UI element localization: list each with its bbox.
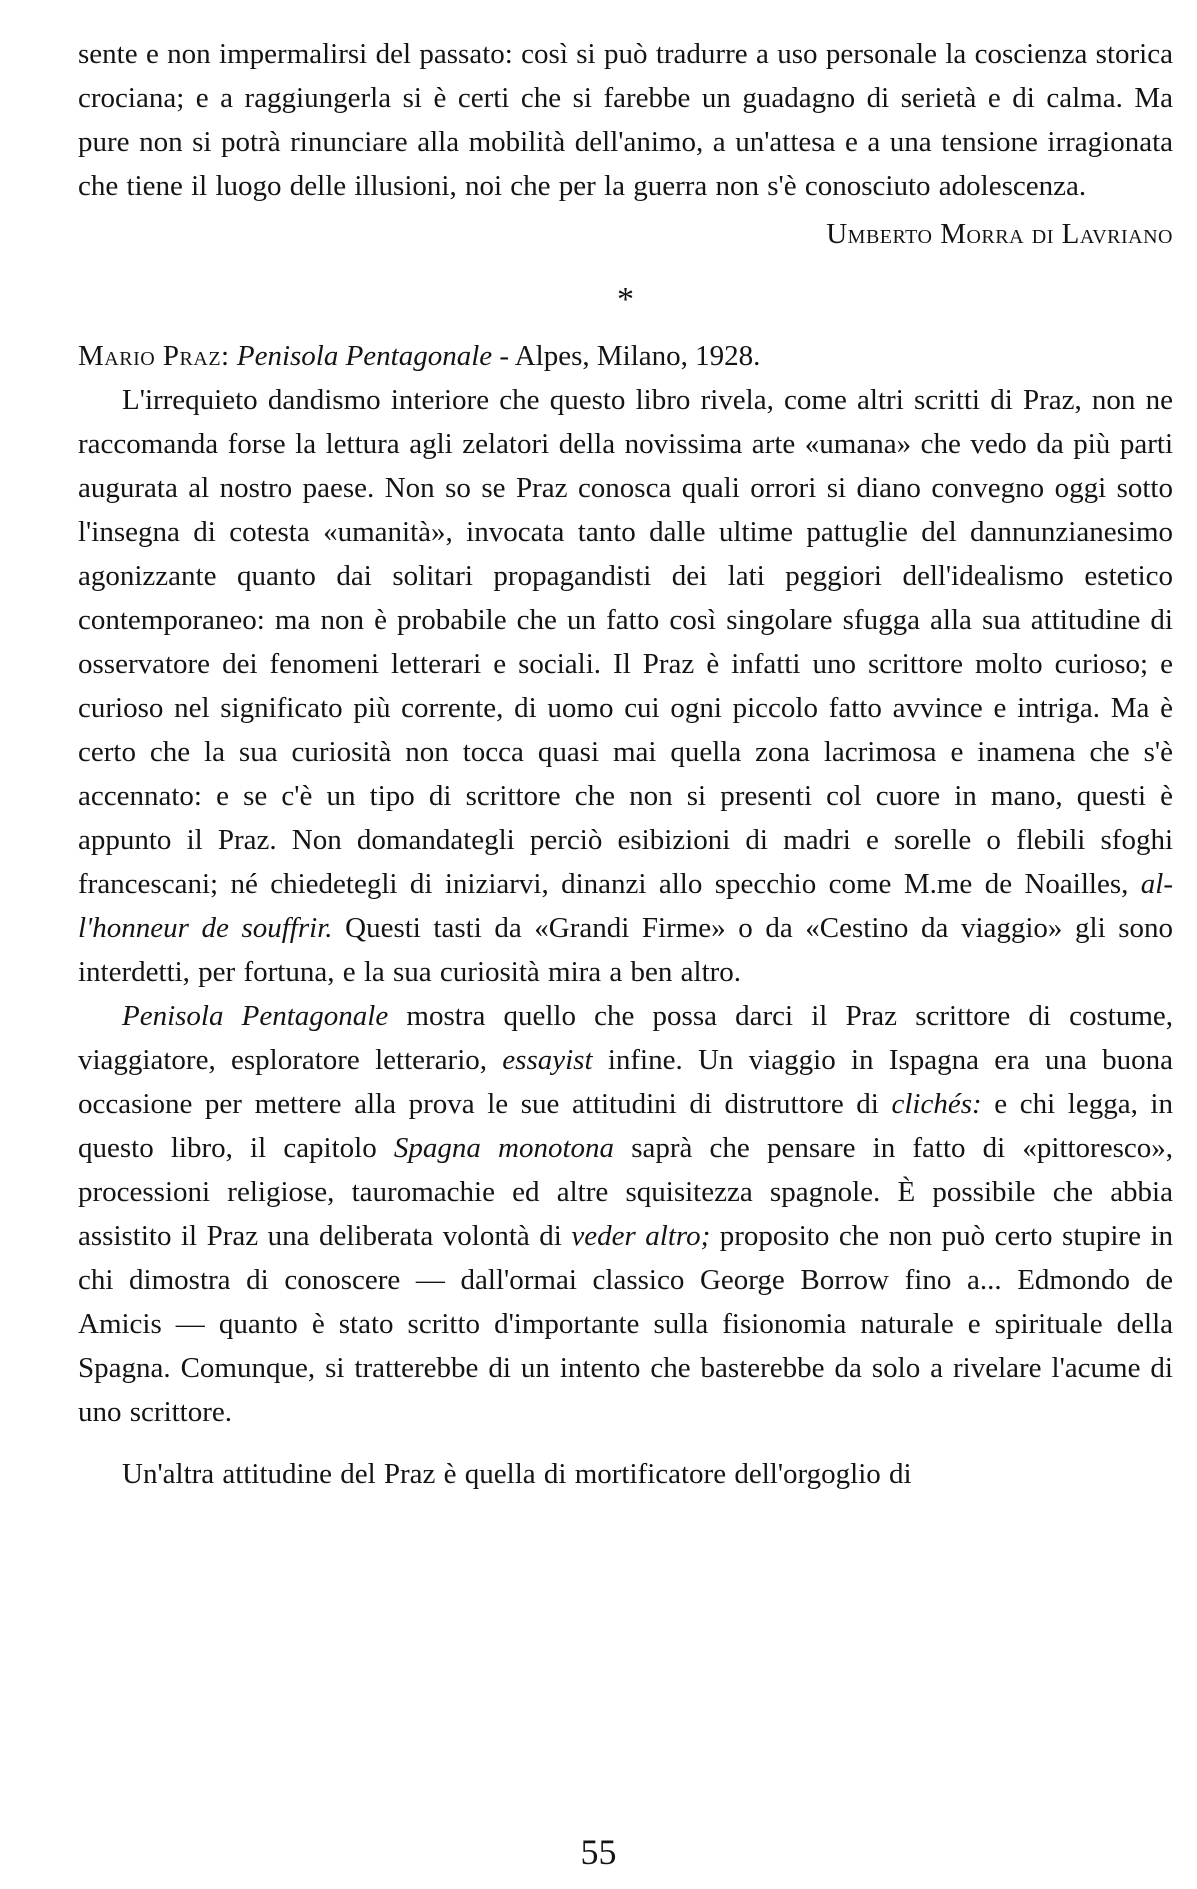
text-segment: L'irrequieto dandismo interiore che questo libro rivela, come altri scritti di Praz, non ne raccomanda forse la lettura agli zelatori della novissima arte «umana» che vedo da più parti augurata al nostro paese. Non so se Praz conosca quali orrori si diano convegno oggi sotto l'insegna di cotesta «umanità», invocata tanto dalle ultime pattuglie del dannunzianesimo agonizzante quanto dai solitari propagandisti dei lati peggiori dell'idealismo estetico contemporaneo: ma non è probabile che un fatto così singolare sfugga alla sua attitudine di osservatore dei fenomeni letterari e sociali. Il Praz è infatti uno scrittore molto curioso; e curioso nel significato più corrente, di uomo cui ogni piccolo fatto avvince e intriga. Ma è certo che la sua curiosità non tocca quasi mai quella zona lacrimosa e inamena che s'è accennato: e se c'è un tipo di scrittore che non si presenti col cuore in mano, questi è appunto il Praz. Non domandategli perciò esibizioni di madri e sorelle o flebili sfoghi francescani; né chiedetegli di iniziarvi, dinanzi allo specchio come M.me de Noailles,: [78, 384, 1173, 900]
author-signature: Umberto Morra di Lavriano: [826, 218, 1173, 250]
review-book-title: Penisola Pentagonale: [236, 340, 493, 372]
italic-phrase: al-l'honneur de souffrir.: [78, 868, 1173, 944]
review-publisher: - Alpes, Milano, 1928.: [499, 340, 761, 372]
review-paragraph-1: [78, 378, 1173, 994]
text-segment: mostra quello che possa darci il Praz scrittore di costume, viaggiatore, esploratore letterario,: [78, 1000, 1174, 1076]
italic-veder-altro: veder altro;: [571, 1220, 711, 1252]
review-author: Mario Praz:: [78, 340, 230, 372]
text-segment: e chi legga, in questo libro, il capitolo: [78, 1088, 1173, 1164]
text-segment: proposito che non può certo stupire in chi dimostra di conoscere — dall'ormai classico George Borrow fino a... Edmondo de Amicis — quanto è stato scritto d'importante sulla fisionomia naturale e spirituale della Spagna. Comunque, si tratterebbe di un intento che basterebbe da solo a rivelare l'acume di uno scrittore.: [78, 1220, 1174, 1428]
review-paragraph-2: [78, 994, 1173, 1434]
continuation-paragraph: sente e non impermalirsi del passato: così si può tradurre a uso personale la coscienza storica crociana; e a raggiungerla si è certi che si farebbe un guadagno di serietà e di calma. Ma pure non si potrà rinunciare alla mobilità dell'animo, a un'attesa e a una tensione irragionata che tiene il luogo delle illusioni, noi che per la guerra non s'è conosciuto adolescenza.: [78, 38, 1173, 202]
italic-cliches: clichés:: [891, 1088, 982, 1120]
text-segment: Questi tasti da «Grandi Firme» o da «Cestino da viaggio» gli sono interdetti, per fortuna, e la sua curiosità mira a ben altro.: [78, 912, 1174, 988]
review-heading: [78, 334, 1173, 378]
page-body: [78, 32, 1173, 1496]
italic-chapter-title: Spagna monotona: [393, 1132, 615, 1164]
italic-book-title: Penisola Pentagonale: [122, 1000, 389, 1032]
italic-essayist: essayist: [502, 1044, 593, 1076]
text-segment: saprà che pensare in fatto di «pittoresco», processioni religiose, tauromachie ed altre squisitezza spagnole. È possibile che abbia assistito il Praz una deliberata volontà di: [78, 1132, 1173, 1252]
section-separator: *: [617, 281, 634, 318]
text-segment: infine. Un viaggio in Ispagna era una buona occasione per mettere alla prova le sue attitudini di distruttore di: [78, 1044, 1174, 1120]
page-number: 55: [580, 1832, 617, 1872]
review-paragraph-3: Un'altra attitudine del Praz è quella di mortificatore dell'orgoglio di: [122, 1458, 912, 1490]
